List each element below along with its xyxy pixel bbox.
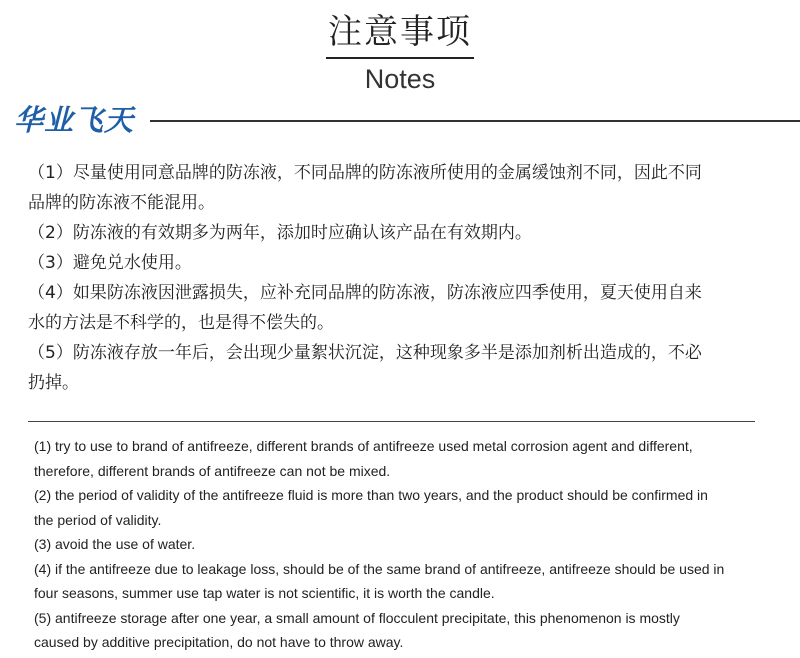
note-en-line: (1) try to use to brand of antifreeze, different brands of antifreeze used metal corrosion agent and different, [34,438,693,454]
page-header [0,10,800,96]
note-cn-line: （3）避免兑水使用。 [28,253,192,273]
title-underline [326,57,474,59]
page-title: 注意事项 [328,12,472,52]
brand-logo: 华业飞天 [14,103,135,137]
brand-divider [150,120,800,122]
note-en-line: (5) antifreeze storage after one year, a small amount of flocculent precipitate, this phenomenon is mostly [34,609,680,626]
note-cn-line: 扔掉。 [28,373,79,393]
note-en-line: the period of validity. [34,511,162,528]
note-cn-line: 水的方法是不科学的，也是得不偿失的。 [28,313,334,333]
note-cn-line: （5）防冻液存放一年后，会出现少量絮状沉淀，这种现象多半是添加剂析出造成的，不必 [28,343,702,363]
note-en-line: (2) the period of validity of the antifreeze fluid is more than two years, and the product should be confirmed in [34,487,708,503]
note-en-line: (4) if the antifreeze due to leakage loss, should be of the same brand of antifreeze, antifreeze should be used in [34,560,725,577]
brand-row [14,100,800,140]
note-cn-line: （2）防冻液的有效期多为两年，添加时应确认该产品在有效期内。 [28,223,532,243]
note-cn-line: （4）如果防冻液因泄露损失，应补充同品牌的防冻液，防冻液应四季使用，夏天使用自来 [28,283,702,303]
note-en-line: caused by additive precipitation, do not have to throw away. [34,634,404,650]
page-subtitle: Notes [364,64,436,94]
section-divider [28,421,755,422]
notes-english [34,434,774,655]
note-cn-line: 品牌的防冻液不能混用。 [28,193,215,213]
note-en-line: therefore, different brands of antifreeze can not be mixed. [34,462,391,479]
notes-chinese [28,158,768,398]
note-cn-line: （1）尽量使用同意品牌的防冻液，不同品牌的防冻液所使用的金属缓蚀剂不同，因此不同 [28,163,702,183]
note-en-line: (3) avoid the use of water. [34,536,196,552]
note-en-line: four seasons, summer use tap water is not scientific, it is worth the candle. [34,585,495,601]
